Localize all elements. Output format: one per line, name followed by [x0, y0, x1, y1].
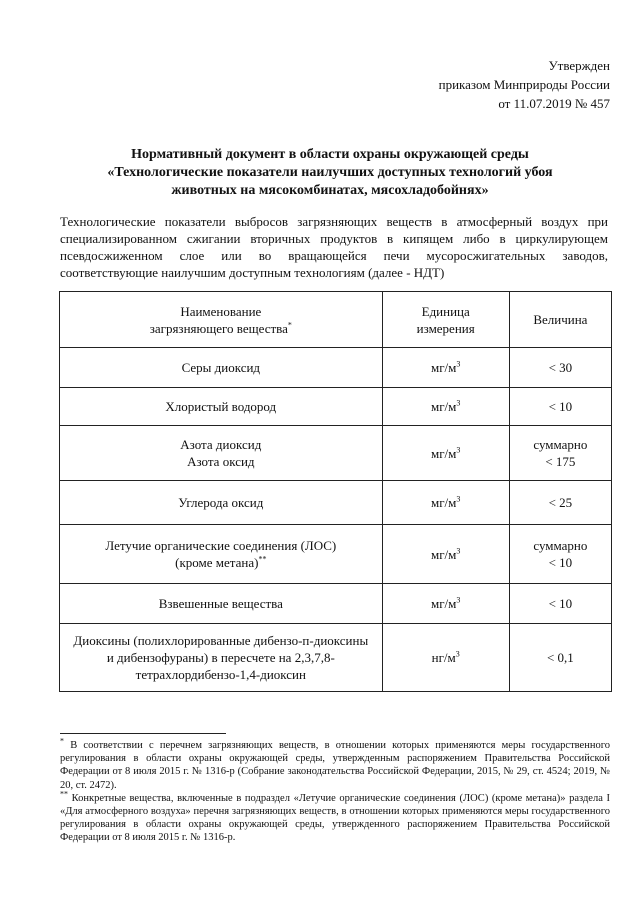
title-line: животных на мясокомбинатах, мясохладобойнях» [171, 183, 489, 198]
table-row [60, 584, 612, 624]
value-cell [509, 624, 611, 692]
unit-superscript: 3 [456, 546, 461, 556]
unit-superscript: 3 [456, 595, 461, 605]
footnote-text: В соответствии с перечнем загрязняющих веществ, в отношении которых применяются меры государственного регулирования в области охраны окружающей среды, утвержденным распоряжением Правительства Российской Федерации от 8 июля 2015 г. № 1316-р (Собрание законодательства Российской Федерации, 2015, № 29, ст. 4524; 2019, № 20, ст. 2472). [60, 740, 610, 791]
footnote-mark: ** [60, 789, 68, 799]
header-substance-line: Наименование [180, 303, 262, 319]
substance-name: Азота оксид [187, 454, 255, 469]
value-cell [509, 426, 611, 481]
unit-superscript: 3 [456, 398, 461, 408]
approval-date: от 11.07.2019 № 457 [498, 96, 610, 111]
unit-superscript: 3 [456, 445, 461, 455]
value-text: < 30 [548, 360, 573, 375]
unit-text: мг/м [431, 399, 457, 414]
document-title [50, 146, 610, 200]
unit-text: мг/м [431, 495, 457, 510]
unit-text: мг/м [431, 445, 457, 461]
substance-name: (кроме метана) [175, 555, 259, 570]
intro-paragraph: Технологические показатели выбросов загрязняющих веществ в атмосферный воздух при специализированном сжигании вторичных продуктов в кипящем либо в циркулирующем псевдосжиженном слое или во вращающейся печи мусоросжигательных заводов, соответствующие наилучшим доступным технологиям (далее - НДТ) [60, 214, 608, 280]
footnote-mark: * [287, 320, 292, 330]
header-substance-line: загрязняющего вещества [149, 320, 288, 336]
substance-cell [60, 348, 383, 388]
value-text: < 175 [545, 454, 576, 469]
table-row [60, 481, 612, 525]
substance-cell [60, 388, 383, 426]
value-cell [509, 388, 611, 426]
substance-cell [60, 481, 383, 525]
header-substance [60, 292, 383, 348]
table-row [60, 348, 612, 388]
table-row [60, 525, 612, 584]
footnote-text: Конкретные вещества, включенные в подраздел «Летучие органические соединения (ЛОС) (кроме метана)» раздела I «Для атмосферного воздуха» перечня загрязняющих веществ, в отношении которых применяются меры государственного регулирования в области охраны окружающей среды, утвержденного распоряжением Правительства Российской Федерации от 8 июля 2015 г. № 1316-р. [60, 792, 610, 844]
substance-name: Диоксины (полихлорированные дибензо-п-диоксины [73, 633, 369, 648]
unit-superscript: 3 [456, 494, 461, 504]
substance-cell [60, 426, 383, 481]
approval-line: Утвержден [548, 58, 610, 73]
substance-name: и дибензофураны) в пересчете на 2,3,7,8- [106, 650, 335, 665]
unit-cell [382, 388, 509, 426]
value-text: суммарно [533, 538, 588, 553]
substance-name: Летучие органические соединения (ЛОС) [105, 538, 337, 553]
unit-text: нг/м [431, 650, 456, 665]
title-line: Нормативный документ в области охраны окружающей среды [131, 147, 529, 162]
substance-name: Серы диоксид [181, 360, 261, 375]
unit-cell [382, 584, 509, 624]
footnote-divider [60, 733, 226, 734]
footnote-mark: ** [258, 554, 267, 564]
indicators-table [59, 291, 612, 692]
unit-text: мг/м [431, 596, 457, 611]
value-text: < 10 [548, 596, 573, 611]
approval-line: приказом Минприроды России [438, 77, 610, 92]
table-row [60, 388, 612, 426]
footnotes [60, 736, 610, 845]
footnote-mark: * [60, 736, 64, 746]
table-header-row [60, 292, 612, 348]
title-line: «Технологические показатели наилучших доступных технологий убоя [107, 165, 553, 180]
value-text: суммарно [533, 437, 588, 452]
substance-name: тетрахлордибензо-1,4-диоксин [135, 667, 306, 682]
table-row [60, 624, 612, 692]
approval-block [439, 56, 610, 113]
header-unit [382, 292, 509, 348]
unit-superscript: 3 [455, 649, 460, 659]
value-text: < 10 [548, 555, 573, 570]
substance-name: Взвешенные вещества [158, 596, 283, 611]
value-text: < 25 [548, 495, 573, 510]
substance-name: Азота диоксид [180, 437, 262, 452]
footnote-2 [60, 789, 610, 845]
substance-name: Углерода оксид [178, 495, 264, 510]
unit-text: мг/м [431, 360, 457, 375]
header-value: Величина [509, 292, 611, 348]
value-cell [509, 481, 611, 525]
unit-cell [382, 426, 509, 481]
substance-cell [60, 525, 383, 584]
unit-cell [382, 348, 509, 388]
unit-cell [382, 481, 509, 525]
unit-text: мг/м [431, 546, 457, 562]
value-cell [509, 525, 611, 584]
substance-name: Хлористый водород [165, 399, 277, 414]
unit-superscript: 3 [456, 359, 461, 369]
header-unit-line: Единица [421, 303, 470, 319]
footnote-1 [60, 736, 610, 792]
table-row [60, 426, 612, 481]
unit-cell [382, 525, 509, 584]
value-text: < 10 [548, 399, 573, 414]
header-unit-line: измерения [416, 320, 475, 336]
value-text: < 0,1 [546, 650, 574, 665]
value-cell [509, 584, 611, 624]
substance-cell [60, 624, 383, 692]
substance-cell [60, 584, 383, 624]
value-cell [509, 348, 611, 388]
unit-cell [382, 624, 509, 692]
